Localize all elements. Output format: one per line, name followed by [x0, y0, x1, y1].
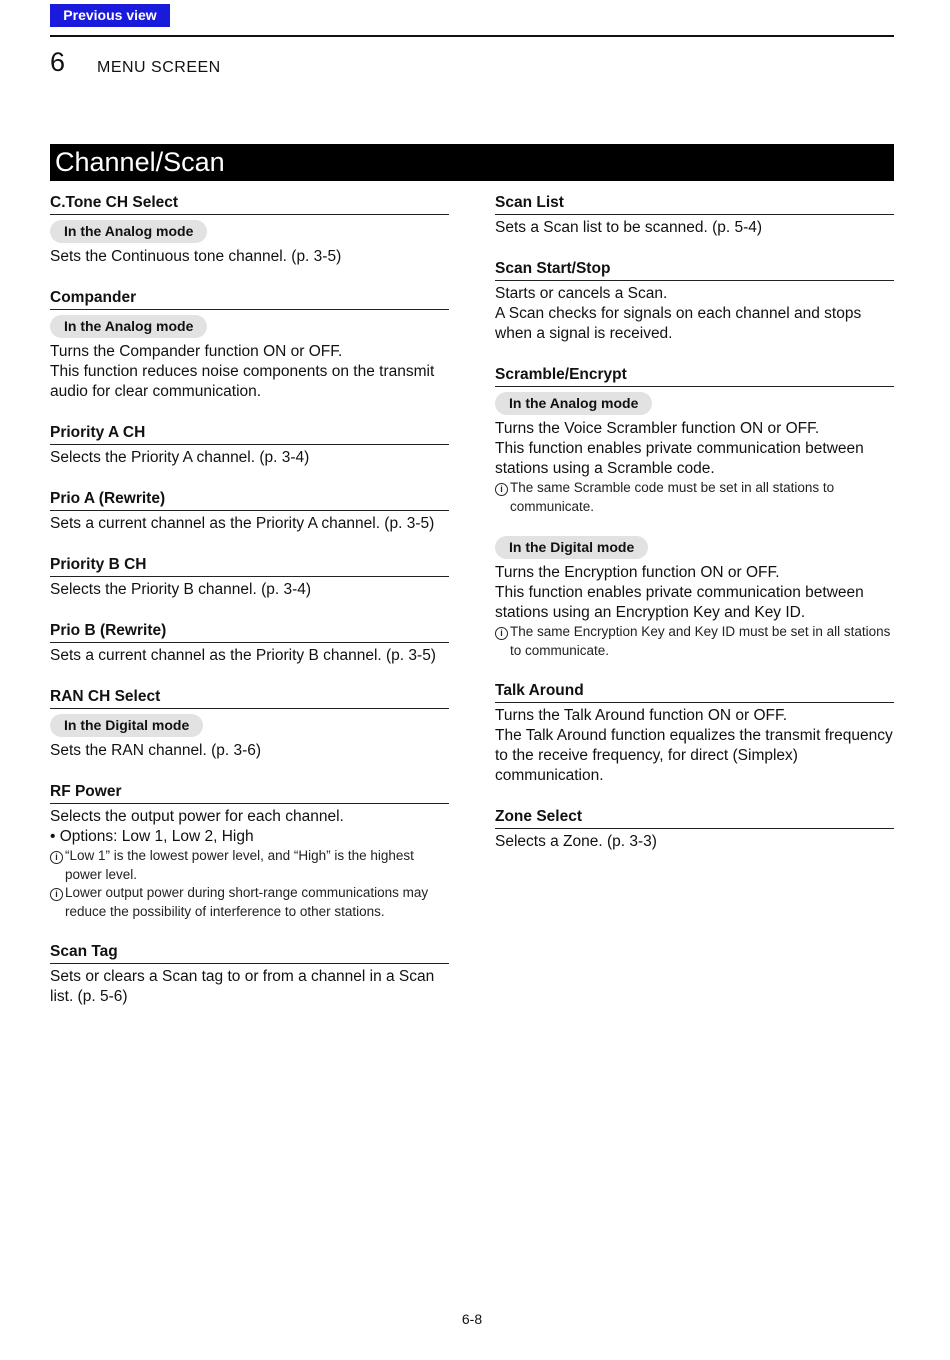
item-title: C.Tone CH Select: [50, 193, 449, 215]
mode-badge: In the Analog mode: [50, 220, 207, 243]
info-icon: i: [495, 627, 508, 640]
info-note: [495, 479, 894, 516]
info-icon: i: [50, 851, 63, 864]
menu-item-priority-a-ch: [50, 423, 449, 468]
chapter-title: MENU SCREEN: [97, 59, 221, 76]
menu-item-rf-power: [50, 782, 449, 921]
item-description: This function reduces noise components on the transmit audio for clear communication.: [50, 363, 435, 400]
item-options: • Options: Low 1, Low 2, High: [50, 828, 254, 845]
menu-item-prio-b-rewrite: [50, 621, 449, 666]
menu-item-scramble-encrypt: [495, 365, 894, 660]
previous-view-button[interactable]: Previous view: [50, 4, 170, 27]
menu-item-zone-select: [495, 807, 894, 852]
menu-item-prio-a-rewrite: [50, 489, 449, 534]
item-title: Prio A (Rewrite): [50, 489, 449, 511]
page-number: 6-8: [461, 1311, 483, 1327]
item-title: Priority B CH: [50, 555, 449, 577]
item-title: RF Power: [50, 782, 449, 804]
item-description: Sets the RAN channel. (p. 3-6): [50, 742, 262, 759]
item-title: Priority A CH: [50, 423, 449, 445]
menu-item-ctone-ch-select: [50, 193, 449, 267]
right-column: [495, 193, 894, 873]
item-title: Talk Around: [495, 681, 894, 703]
menu-item-ran-ch-select: [50, 687, 449, 761]
info-icon: i: [495, 483, 508, 496]
item-title: Compander: [50, 288, 449, 310]
note-text: The same Encryption Key and Key ID must be set in all stations to communicate.: [510, 624, 891, 658]
left-column: [50, 193, 449, 1028]
mode-badge: In the Digital mode: [495, 536, 648, 559]
menu-item-scan-tag: [50, 942, 449, 1007]
info-note: [50, 884, 449, 921]
mode-badge: In the Analog mode: [495, 392, 652, 415]
item-description: A Scan checks for signals on each channel and stops when a signal is received.: [495, 305, 862, 342]
section-banner-title: Channel/Scan: [50, 144, 894, 181]
item-description: Sets a Scan list to be scanned. (p. 5-4): [495, 219, 763, 236]
note-text: The same Scramble code must be set in all stations to communicate.: [510, 480, 835, 514]
item-description: Sets or clears a Scan tag to or from a channel in a Scan list. (p. 5-6): [50, 968, 435, 1005]
mode-badge: In the Analog mode: [50, 315, 207, 338]
item-description: Sets a current channel as the Priority B channel. (p. 3-5): [50, 647, 436, 664]
item-description: Sets a current channel as the Priority A channel. (p. 3-5): [50, 515, 435, 532]
item-title: RAN CH Select: [50, 687, 449, 709]
item-title: Scan List: [495, 193, 894, 215]
item-title: Prio B (Rewrite): [50, 621, 449, 643]
menu-item-scan-start-stop: [495, 259, 894, 344]
item-description: Starts or cancels a Scan.: [495, 285, 668, 302]
note-text: Lower output power during short-range communications may reduce the possibility of interference to other stations.: [65, 885, 429, 919]
item-description: The Talk Around function equalizes the transmit frequency to the receive frequency, for direct (Simplex) communication.: [495, 727, 893, 784]
info-icon: i: [50, 888, 63, 901]
mode-badge: In the Digital mode: [50, 714, 203, 737]
menu-item-scan-list: [495, 193, 894, 238]
item-title: Scan Start/Stop: [495, 259, 894, 281]
item-description: Selects the Priority A channel. (p. 3-4): [50, 449, 310, 466]
item-description: Turns the Talk Around function ON or OFF.: [495, 707, 788, 724]
item-title: Zone Select: [495, 807, 894, 829]
info-note: [495, 623, 894, 660]
menu-item-priority-b-ch: [50, 555, 449, 600]
item-description: Selects the output power for each channel.: [50, 808, 344, 825]
chapter-number: 6: [50, 47, 66, 77]
item-title: Scramble/Encrypt: [495, 365, 894, 387]
item-description: Selects the Priority B channel. (p. 3-4): [50, 581, 312, 598]
item-description: Selects a Zone. (p. 3-3): [495, 833, 657, 850]
item-description: This function enables private communication between stations using a Scramble code.: [495, 440, 864, 477]
item-description: This function enables private communication between stations using an Encryption Key and Key ID.: [495, 584, 864, 621]
header-rule: [50, 35, 894, 37]
item-description: Turns the Voice Scrambler function ON or OFF.: [495, 420, 820, 437]
note-text: “Low 1” is the lowest power level, and “High” is the highest power level.: [65, 848, 414, 882]
item-description: Turns the Compander function ON or OFF.: [50, 343, 343, 360]
item-title: Scan Tag: [50, 942, 449, 964]
info-note: [50, 847, 449, 884]
digital-mode-subsection: [495, 534, 894, 660]
menu-item-talk-around: [495, 681, 894, 786]
item-description: Sets the Continuous tone channel. (p. 3-5): [50, 248, 342, 265]
menu-item-compander: [50, 288, 449, 402]
item-description: Turns the Encryption function ON or OFF.: [495, 564, 780, 581]
